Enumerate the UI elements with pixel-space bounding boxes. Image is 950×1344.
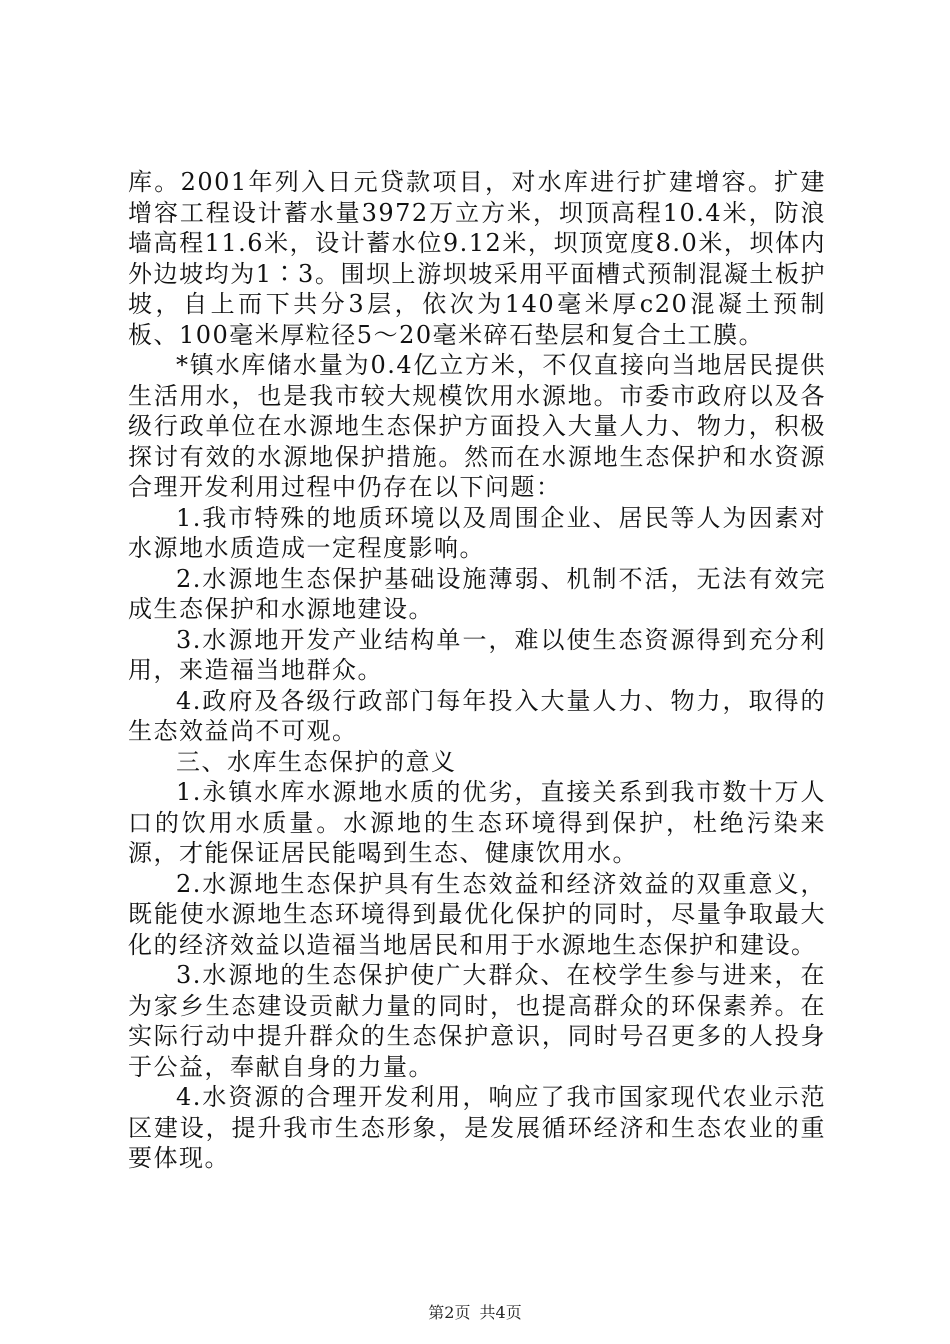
- list-item-problem-1: 1.我市特殊的地质环境以及周围企业、居民等人为因素对水源地水质造成一定程度影响。: [128, 503, 826, 562]
- list-item-significance-3: 3.水源地的生态保护使广大群众、在校学生参与进来，在为家乡生态建设贡献力量的同时，也提高群众的环保素养。在实际行动中提升群众的生态保护意识，同时号召更多的人投身于公益，奉献自身的力量。: [128, 961, 826, 1081]
- list-item-significance-4: 4.水资源的合理开发利用，响应了我市国家现代农业示范区建设，提升我市生态形象，是发展循环经济和生态农业的重要体现。: [128, 1083, 826, 1172]
- list-item-significance-1: 1.永镇水库水源地水质的优劣，直接关系到我市数十万人口的饮用水质量。水源地的生态环境得到保护，杜绝污染来源，才能保证居民能喝到生态、健康饮用水。: [128, 778, 826, 867]
- list-item-significance-2: 2.水源地生态保护具有生态效益和经济效益的双重意义，既能使水源地生态环境得到最优化保护的同时，尽量争取最大化的经济效益以造福当地居民和用于水源地生态保护和建设。: [128, 869, 826, 959]
- section-heading: 三、水库生态保护的意义: [176, 747, 457, 776]
- paragraph-continuation: 库。2001年列入日元贷款项目，对水库进行扩建增容。扩建增容工程设计蓄水量3972万立方米，坝顶高程10.4米，防浪墙高程11.6米，设计蓄水位9.12米，坝顶宽度8.0米，坝体内外边坡均为1∶3。围坝上游坝坡采用平面槽式预制混凝土板护坡，自上而下共分3层，依次为140毫米厚c20混凝土预制板、100毫米厚粒径5～20毫米碎石垫层和复合土工膜。: [128, 168, 826, 349]
- page-number: 第2页: [428, 1303, 471, 1322]
- document-body: [128, 167, 826, 1174]
- page-total: 共4页: [479, 1303, 522, 1322]
- page-footer: [0, 1300, 950, 1323]
- list-item-problem-2: 2.水源地生态保护基础设施薄弱、机制不活，无法有效完成生态保护和水源地建设。: [128, 564, 826, 623]
- list-item-problem-3: 3.水源地开发产业结构单一，难以使生态资源得到充分利用，来造福当地群众。: [128, 625, 826, 684]
- list-item-problem-4: 4.政府及各级行政部门每年投入大量人力、物力，取得的生态效益尚不可观。: [128, 686, 826, 745]
- paragraph-reservoir-overview: *镇水库储水量为0.4亿立方米，不仅直接向当地居民提供生活用水，也是我市较大规模饮用水源地。市委市政府以及各级行政单位在水源地生态保护方面投入大量人力、物力，积极探讨有效的水源地保护措施。然而在水源地生态保护和水资源合理开发利用过程中仍存在以下问题：: [128, 351, 826, 501]
